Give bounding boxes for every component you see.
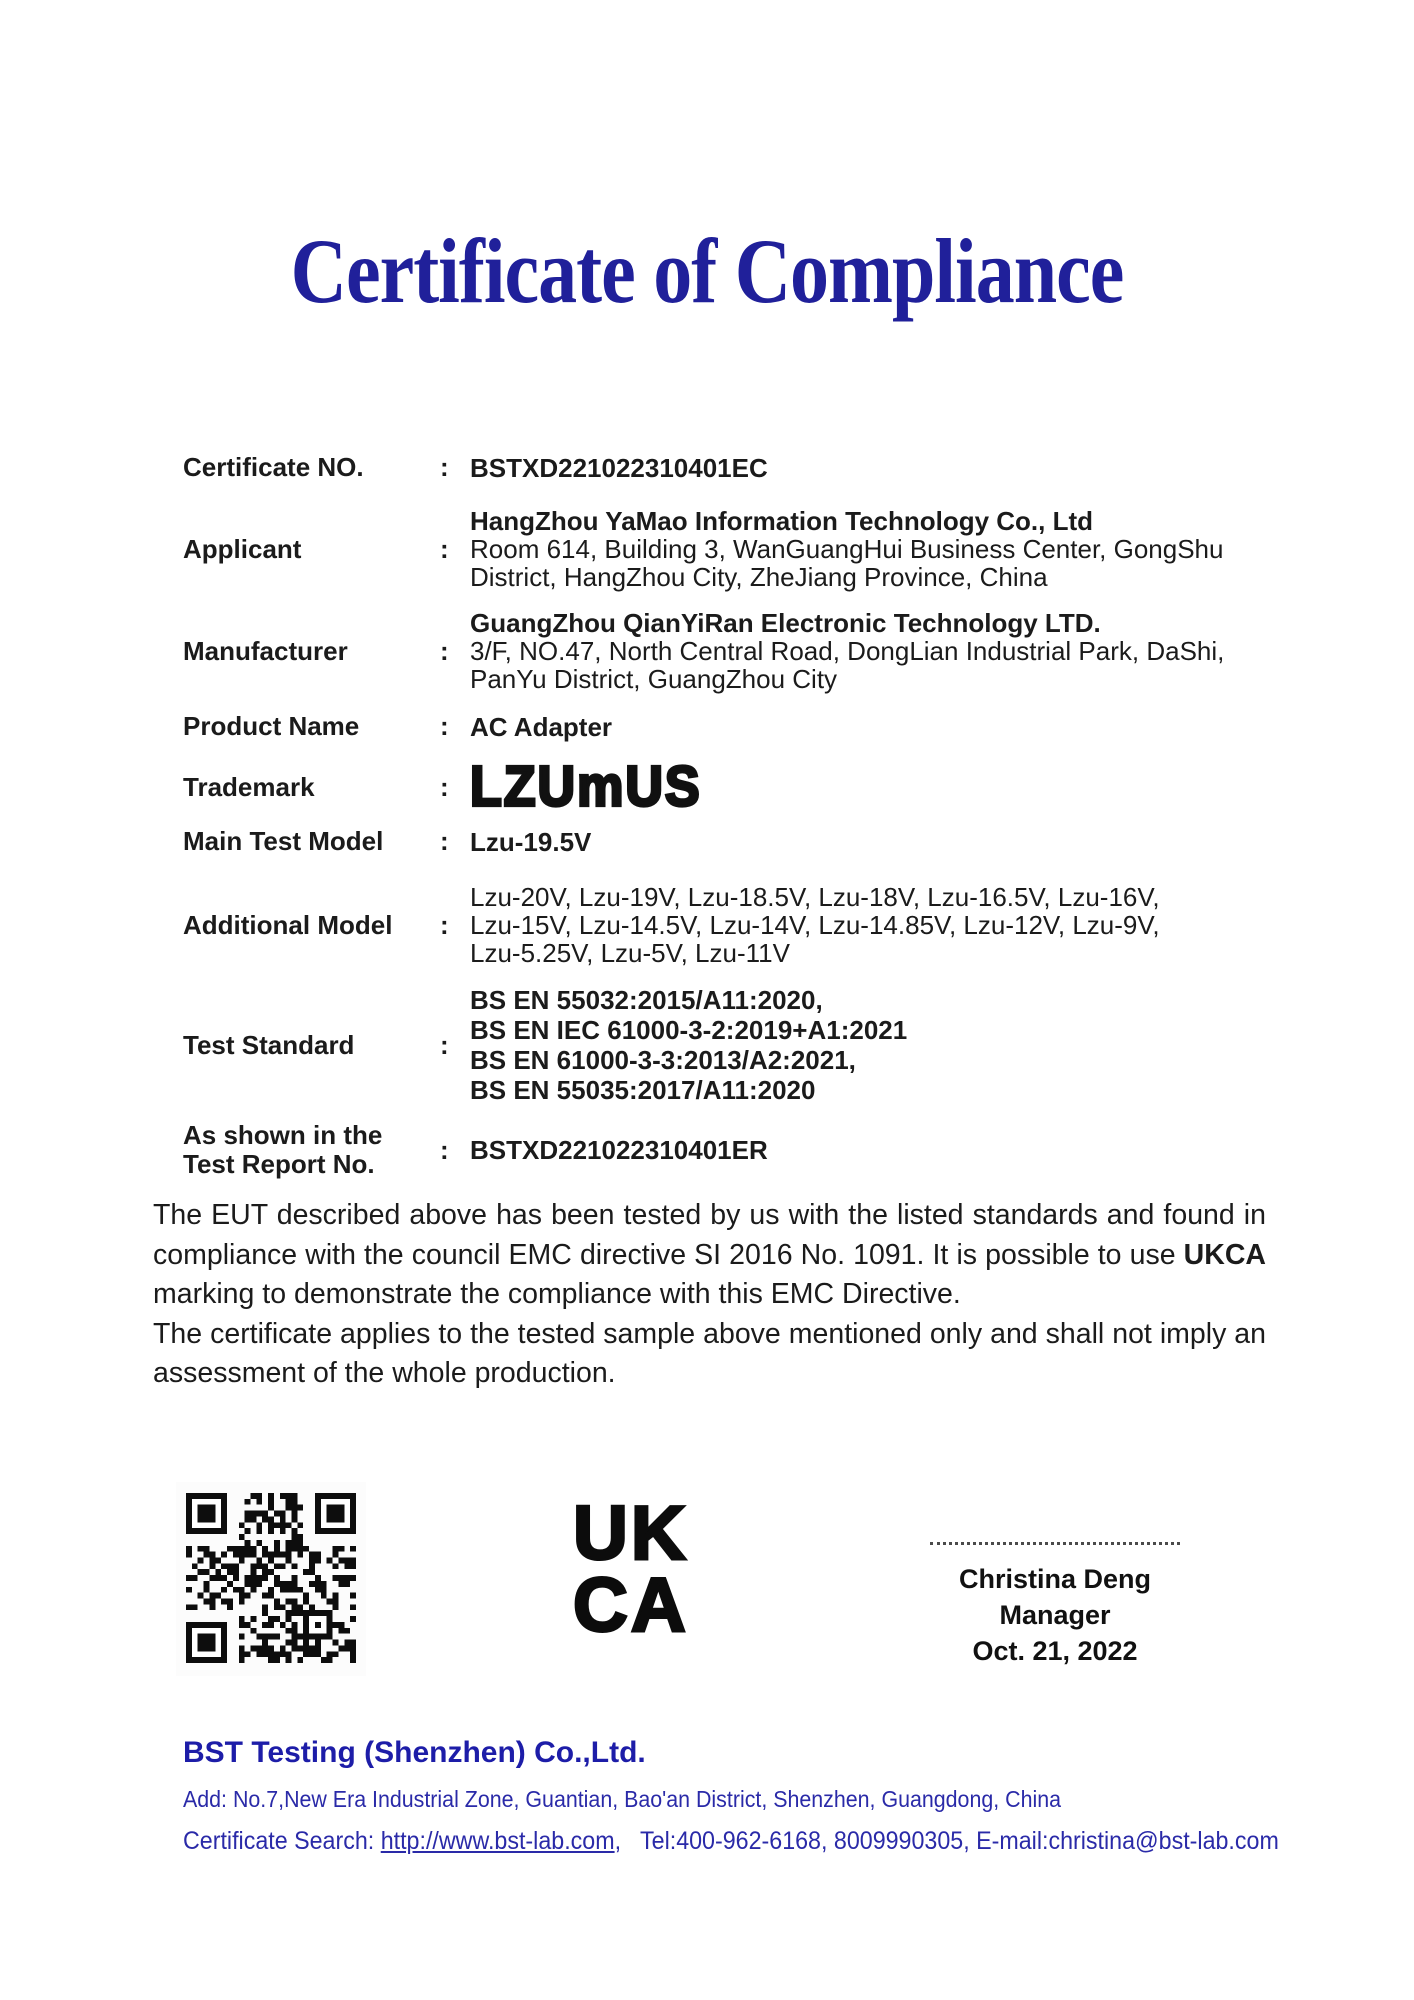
- additional-model-label: Additional Model: [183, 909, 393, 940]
- declaration-p1-before: The EUT described above has been tested by us with the listed standards and found in compliance with the council EMC directive SI 2016 No. 1091. It is possible to use: [153, 1199, 1266, 1271]
- contact-info: , Tel:400-962-6168, 8009990305, E-mail:christina@bst-lab.com: [614, 1827, 1279, 1855]
- declaration-paragraph-1: [153, 1196, 1266, 1315]
- main-test-model-value: Lzu-19.5V: [470, 826, 592, 857]
- page-title: Certificate of Compliance: [290, 219, 1124, 322]
- declaration-paragraph-2: The certificate applies to the tested sample above mentioned only and shall not imply an assessment of the whole production.: [153, 1317, 1266, 1389]
- test-report-no-value: BSTXD221022310401ER: [470, 1135, 768, 1165]
- field-certificate-no: [183, 452, 1273, 483]
- test-standard-line: BS EN 55032:2015/A11:2020,: [470, 985, 823, 1015]
- colon-separator: :: [440, 1134, 449, 1165]
- footer: [183, 1736, 1363, 1856]
- certificate-search-line: [183, 1827, 1280, 1856]
- field-test-report-no: [183, 1121, 1273, 1179]
- declaration-p1-after: marking to demonstrate the compliance with this EMC Directive.: [153, 1278, 961, 1310]
- additional-model-line: Lzu-20V, Lzu-19V, Lzu-18.5V, Lzu-18V, Lzu-16.5V, Lzu-16V,: [470, 882, 1160, 912]
- qr-code: [176, 1482, 366, 1676]
- colon-separator: :: [440, 711, 449, 741]
- signature-dotted-line: [930, 1542, 1180, 1545]
- additional-model-value: [470, 883, 1273, 967]
- applicant-label: Applicant: [183, 533, 302, 564]
- field-manufacturer: [183, 609, 1273, 693]
- applicant-value: [470, 507, 1273, 591]
- field-product-name: [183, 711, 1273, 742]
- colon-separator: :: [440, 533, 449, 564]
- certificate-search-label: Certificate Search:: [183, 1827, 381, 1855]
- ukca-line-ca: CA: [573, 1563, 689, 1648]
- product-name-value: AC Adapter: [470, 711, 613, 742]
- test-standard-value: [470, 985, 1273, 1105]
- test-report-no-label-line: Test Report No.: [183, 1149, 375, 1179]
- product-name-label: Product Name: [183, 711, 360, 741]
- signer-role: Manager: [999, 1600, 1111, 1630]
- field-trademark: [183, 755, 1273, 819]
- additional-model-line: Lzu-15V, Lzu-14.5V, Lzu-14V, Lzu-14.85V, Lzu-12V, Lzu-9V,: [470, 910, 1160, 940]
- certificate-fields: [183, 452, 1273, 1179]
- field-applicant: [183, 507, 1273, 591]
- colon-separator: :: [440, 635, 449, 666]
- colon-separator: :: [440, 771, 449, 802]
- lab-company-name: BST Testing (Shenzhen) Co.,Ltd.: [183, 1736, 646, 1769]
- test-standard-label: Test Standard: [183, 1029, 355, 1060]
- field-main-test-model: [183, 826, 1273, 857]
- manufacturer-company: GuangZhou QianYiRan Electronic Technology LTD.: [470, 608, 1101, 638]
- field-additional-model: [183, 883, 1273, 967]
- declaration-ukca-bold: UKCA: [1183, 1238, 1266, 1271]
- test-standard-line: BS EN 55035:2017/A11:2020: [470, 1075, 816, 1105]
- manufacturer-value: [470, 609, 1273, 693]
- colon-separator: :: [440, 909, 449, 940]
- applicant-company: HangZhou YaMao Information Technology Co., Ltd: [470, 506, 1094, 536]
- lab-address: Add: No.7,New Era Industrial Zone, Guantian, Bao'an District, Shenzhen, Guangdong, China: [183, 1786, 1062, 1812]
- signature-block: [920, 1542, 1190, 1669]
- ukca-mark-icon: [573, 1491, 689, 1648]
- manufacturer-address: 3/F, NO.47, North Central Road, DongLian Industrial Park, DaShi, PanYu District, GuangZhou City: [470, 636, 1225, 694]
- declaration-text: [153, 1196, 1266, 1394]
- test-standard-line: BS EN 61000-3-3:2013/A2:2021,: [470, 1045, 856, 1075]
- colon-separator: :: [440, 452, 449, 482]
- main-test-model-label: Main Test Model: [183, 826, 384, 856]
- field-test-standard: [183, 985, 1273, 1105]
- test-report-no-label: [183, 1121, 440, 1179]
- test-standard-line: BS EN IEC 61000-3-2:2019+A1:2021: [470, 1015, 908, 1045]
- certificate-search-link[interactable]: http://www.bst-lab.com: [380, 1827, 615, 1855]
- lzumus-trademark-logo: LZUmUS: [470, 755, 702, 819]
- test-report-no-label-line: As shown in the: [183, 1120, 383, 1150]
- certificate-no-value: BSTXD221022310401EC: [470, 452, 768, 483]
- colon-separator: :: [440, 1029, 449, 1060]
- qr-code-icon: [186, 1492, 356, 1664]
- certificate-no-label: Certificate NO.: [183, 452, 364, 482]
- applicant-address: Room 614, Building 3, WanGuangHui Business Center, GongShu District, HangZhou City, ZheJiang Province, China: [470, 534, 1224, 592]
- signature-date: Oct. 21, 2022: [972, 1636, 1138, 1666]
- trademark-label: Trademark: [183, 771, 315, 802]
- signer-name: Christina Deng: [958, 1564, 1152, 1594]
- manufacturer-label: Manufacturer: [183, 635, 348, 666]
- additional-model-line: Lzu-5.25V, Lzu-5V, Lzu-11V: [470, 938, 790, 968]
- colon-separator: :: [440, 826, 449, 856]
- ukca-line-uk: UK: [573, 1491, 689, 1576]
